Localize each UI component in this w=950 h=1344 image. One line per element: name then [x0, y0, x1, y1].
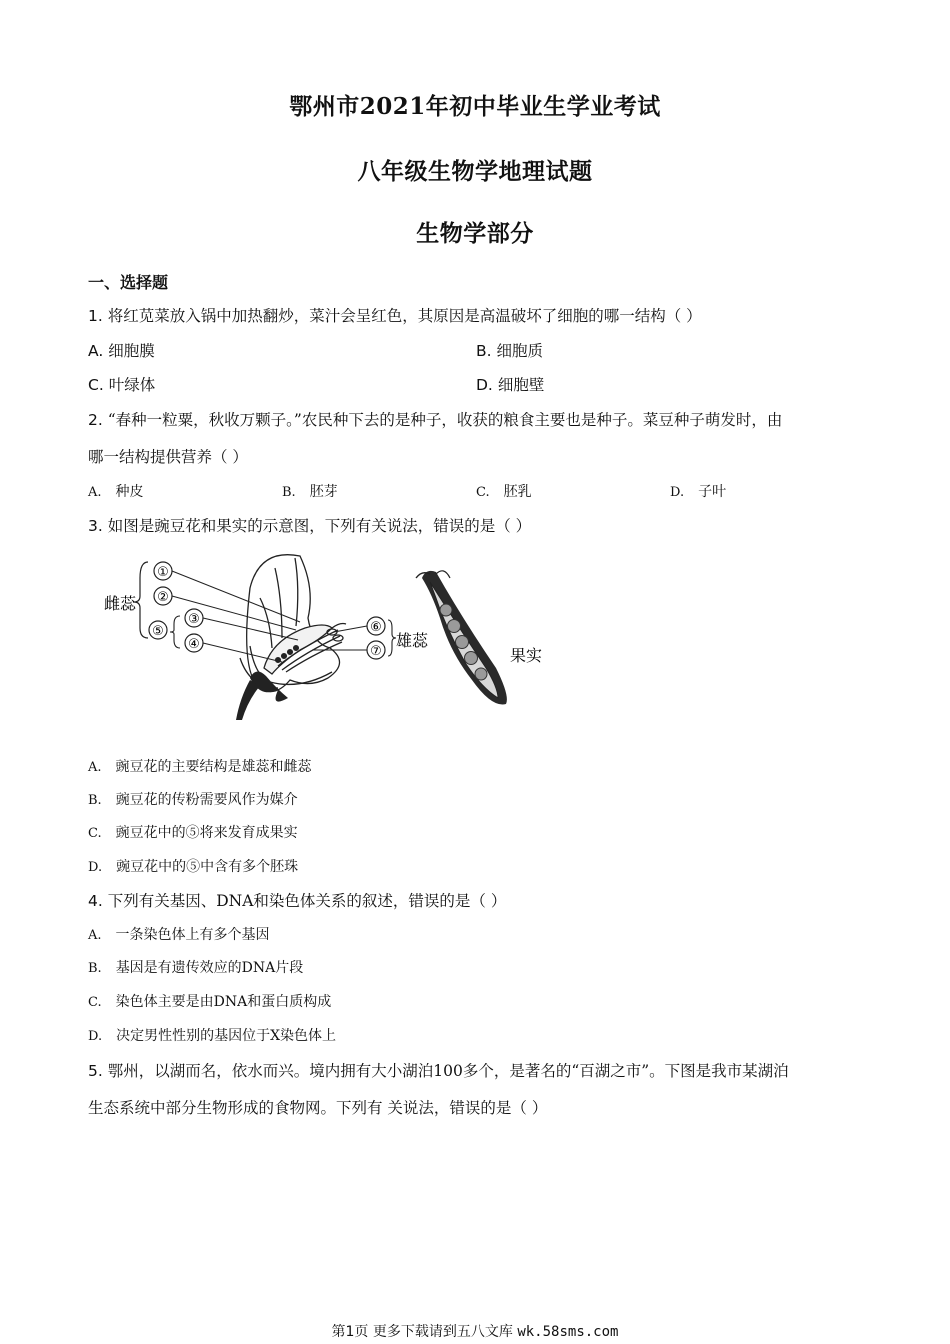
marker-7: ⑦ [370, 644, 382, 659]
option-letter: C. [88, 826, 102, 841]
question-text: 如图是豌豆花和果实的示意图，下列有关说法，错误的是（ ） [107, 517, 532, 535]
question-number: 2. [88, 411, 103, 429]
pistil-bracket [134, 562, 148, 638]
option-d [670, 481, 726, 501]
option-text: 子叶 [698, 484, 727, 500]
option-text: 细胞质 [496, 342, 544, 360]
option-letter: A. [88, 928, 102, 943]
question-text: 将红苋菜放入锅中加热翻炒，菜汁会呈红色，其原因是高温破坏了细胞的哪一结构（ ） [107, 307, 702, 325]
marker-4: ④ [188, 637, 200, 652]
option-c [88, 822, 298, 842]
option-b [88, 789, 298, 809]
pistil-label: 雌蕊 [104, 594, 137, 613]
option-d [476, 373, 544, 395]
stalk [236, 680, 260, 720]
question-text-continued: 哪一结构提供营养（ ） [88, 448, 248, 466]
pea-flower-drawing [240, 555, 346, 692]
question-1 [88, 304, 702, 326]
option-d [88, 856, 298, 876]
marker-5: ⑤ [152, 624, 164, 639]
question-text: 鄂州，以湖而名，依水而兴。境内拥有大小湖泊100多个，是著名的“百湖之市”。下图是我市某湖泊 [107, 1062, 789, 1080]
stamen-label: 雄蕊 [396, 631, 429, 650]
option-letter: C. [88, 376, 104, 394]
section-title: 生物学部分 [416, 220, 534, 247]
exam-title: 鄂州市2021年初中毕业生学业考试 [289, 93, 661, 120]
option-letter: A. [88, 485, 102, 500]
option-letter: B. [88, 961, 102, 976]
marker-2: ② [157, 590, 169, 605]
option-letter: A. [88, 760, 102, 775]
question-text-continued: 生态系统中部分生物形成的食物网。下列有 关说法，错误的是（ ） [88, 1099, 548, 1117]
option-c [88, 991, 331, 1011]
option-letter: B. [476, 342, 492, 360]
question-text: 下列有关基因、DNA和染色体关系的叙述，错误的是（ ） [107, 892, 507, 910]
option-a [88, 924, 270, 944]
option-b [88, 957, 303, 977]
question-2 [88, 408, 782, 430]
footer-page-text: 第1页 更多下载请到五八文库 [331, 1324, 513, 1340]
option-d [88, 1025, 336, 1045]
option-c [476, 481, 532, 501]
option-b [282, 481, 338, 501]
option-text: 豌豆花的传粉需要风作为媒介 [115, 792, 298, 808]
option-letter: D. [88, 1029, 103, 1044]
option-text: 决定男性性别的基因位于X染色体上 [116, 1028, 337, 1044]
marker-1: ① [157, 565, 169, 580]
option-text: 细胞壁 [497, 376, 545, 394]
stamen-bracket [388, 620, 396, 656]
question-number: 3. [88, 517, 103, 535]
option-letter: D. [476, 376, 493, 394]
fruit-label: 果实 [510, 646, 543, 665]
option-letter: D. [670, 485, 685, 500]
option-text: 染色体主要是由DNA和蛋白质构成 [115, 994, 332, 1010]
option-a [88, 756, 312, 776]
option-letter: D. [88, 860, 103, 875]
question-number: 1. [88, 307, 103, 325]
option-letter: C. [476, 485, 490, 500]
option-letter: B. [282, 485, 296, 500]
option-text: 一条染色体上有多个基因 [115, 927, 270, 943]
marker-3: ③ [188, 612, 200, 627]
option-a [88, 481, 144, 501]
footer-site-link[interactable]: wk.58sms.com [517, 1324, 619, 1340]
option-letter: A. [88, 342, 104, 360]
section-heading: 一、选择题 [88, 273, 169, 292]
question-number: 5. [88, 1062, 103, 1080]
question-number: 4. [88, 892, 103, 910]
option-text: 细胞膜 [108, 342, 155, 360]
option-text: 种皮 [115, 484, 144, 500]
option-b [476, 339, 543, 361]
pea-flower-figure [100, 548, 560, 728]
option-letter: B. [88, 793, 102, 808]
option-text: 叶绿体 [108, 376, 156, 394]
option-letter: C. [88, 995, 102, 1010]
option-text: 豌豆花中的⑤将来发育成果实 [115, 825, 298, 841]
option-a [88, 339, 155, 361]
question-text: “春种一粒粟，秋收万颗子。”农民种下去的是种子，收获的粮食主要也是种子。菜豆种子萌发时，由 [107, 411, 783, 429]
option-text: 豌豆花中的⑤中含有多个胚珠 [116, 859, 299, 875]
question-5 [88, 1059, 789, 1081]
pea-pod-drawing [416, 571, 507, 705]
marker-5-bracket [170, 616, 180, 648]
question-4 [88, 889, 506, 911]
option-text: 基因是有遗传效应的DNA片段 [115, 960, 304, 976]
option-text: 胚芽 [309, 484, 338, 500]
page-footer [0, 1321, 950, 1341]
option-text: 胚乳 [503, 484, 532, 500]
option-text: 豌豆花的主要结构是雄蕊和雌蕊 [115, 759, 312, 775]
option-c [88, 373, 155, 395]
marker-6: ⑥ [370, 620, 382, 635]
exam-subtitle: 八年级生物学地理试题 [357, 158, 593, 185]
question-3 [88, 514, 531, 536]
